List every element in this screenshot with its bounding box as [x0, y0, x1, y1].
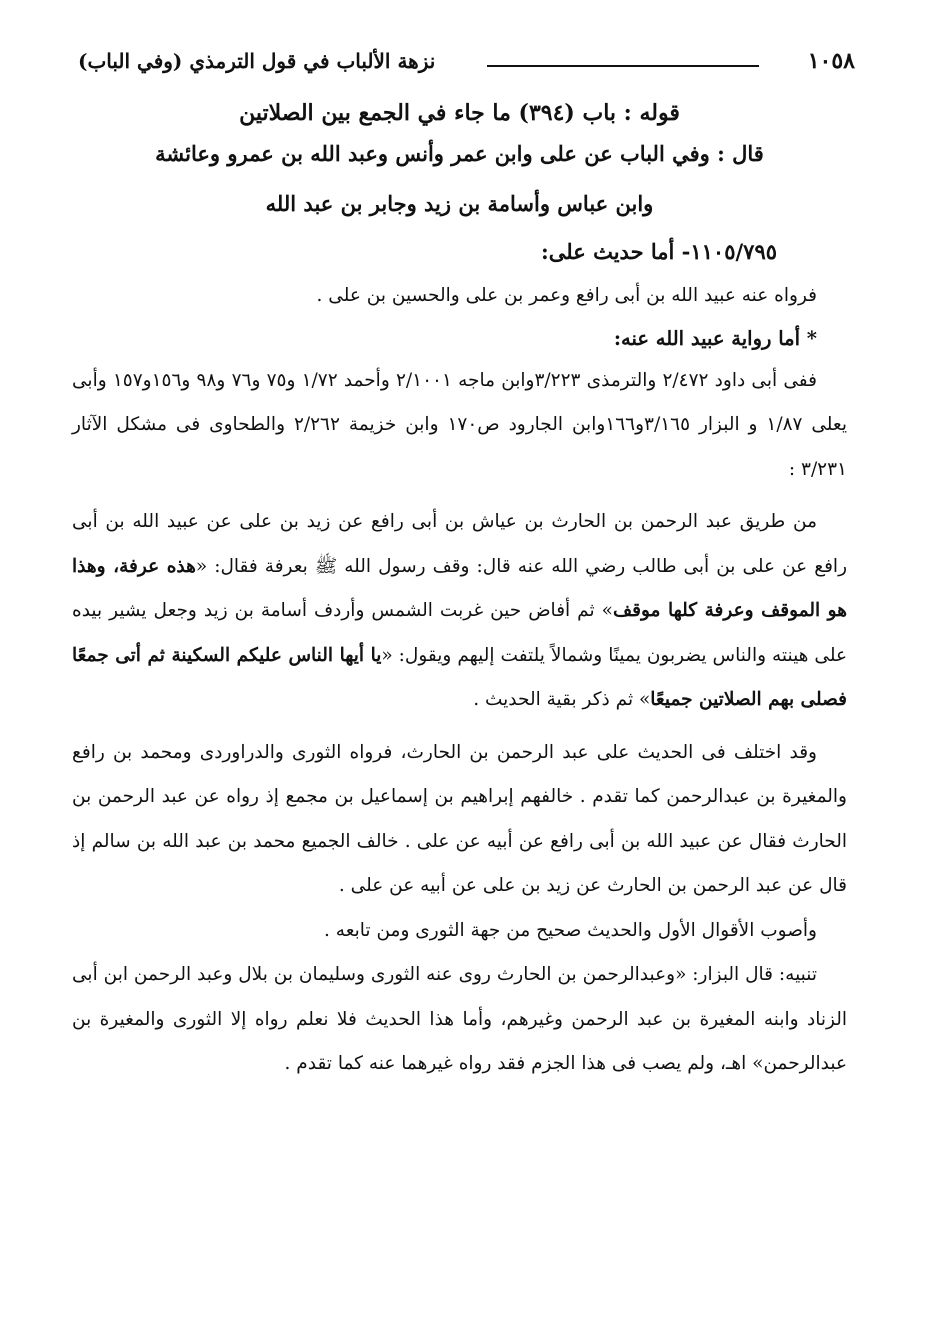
- note-paragraph: تنبيه: قال البزار: «وعبدالرحمن بن الحارث روى عنه الثورى وسليمان بن بلال وعبد الرحمن ابن أبى الزناد وابنه المغيرة بن عبد الرحمن وغيرهم، وأما هذا الحديث فلا نعلم رواه إلا الثورى والمغيرة بن عبدالرحمن» اهـ، ولم يصب فى هذا الجزم فقد رواه غيرهما عنه كما تقدم .: [72, 964, 847, 1074]
- hadith-text-part-2: » ثم أفاض حين غربت الشمس وأردف أسامة بن زيد وجعل يشير بيده على هينته والناس يضربون يمينًا وشمالاً يلتفت إليهم ويقول: «: [72, 600, 848, 666]
- chapter-line-1: قال : وفي الباب عن على وابن عمر وأنس وعبد الله بن عمرو وعائشة: [155, 141, 764, 166]
- hadith-text-part-1: من طريق عبد الرحمن بن الحارث بن عياش بن أبى رافع عن زيد بن على عن عبيد الله بن أبى رافع عن على بن أبى طالب رضي الله عنه قال: وقف رسول الله ﷺ بعرفة فقال: «: [72, 511, 848, 577]
- chapter-line-2: وابن عباس وأسامة بن زيد وجابر بن عبد الله: [265, 191, 654, 216]
- page-number: ١٠٥٨: [807, 48, 855, 74]
- hadith-number-title: ١١٠٥/٧٩٥- أما حديث على:: [541, 239, 777, 264]
- hadith-quote-2: يا أيها الناس عليكم السكينة ثم أتى جمعًا فصلى بهم الصلاتين جميعًا: [72, 644, 847, 710]
- hadith-text-paragraph: [72, 500, 847, 723]
- page-header: [72, 38, 855, 82]
- running-title: نزهة الألباب في قول الترمذي (وفي الباب): [78, 49, 436, 73]
- chapter-heading: قوله : باب (٣٩٤) ما جاء في الجمع بين الصلاتين: [239, 100, 680, 126]
- header-divider: [487, 65, 759, 67]
- hadith-text-part-3: » ثم ذكر بقية الحديث .: [473, 689, 651, 710]
- correct-opinion-paragraph: وأصوب الأقوال الأول والحديث صحيح من جهة الثورى ومن تابعه .: [324, 919, 817, 941]
- narration-subheading: * أما رواية عبيد الله عنه:: [613, 326, 817, 350]
- sources-paragraph: ففى أبى داود ٢/٤٧٢ والترمذى ٣/٢٢٣وابن ماجه ٢/١٠٠١ وأحمد ١/٧٢ و٧٥ و٧٦ و٩٨ و١٥٦و١٥٧ وأبى يعلى ١/٨٧ و البزار ٣/١٦٥و١٦٦وابن الجارود ص١٧٠ وابن خزيمة ٢/٢٦٢ والطحاوى فى مشكل الآثار ٣/٢٣١ :: [72, 369, 848, 480]
- narrators-paragraph: فرواه عنه عبيد الله بن أبى رافع وعمر بن على والحسين بن على .: [316, 285, 817, 306]
- disagreement-paragraph: وقد اختلف فى الحديث على عبد الرحمن بن الحارث، فرواه الثورى والدراوردى ومحمد بن رافع والمغيرة بن عبدالرحمن كما تقدم . خالفهم إبراهيم بن إسماعيل بن مجمع إذ رواه عن عبد الرحمن بن الحارث فقال عن عبيد الله بن أبى رافع عن أبيه عن على . خالف الجميع محمد بن عبد الله بن سالم إذ قال عن عبد الرحمن بن الحارث عن زيد بن على عن أبيه عن على .: [72, 741, 847, 896]
- hadith-quote-1: هذه عرفة، وهذا هو الموقف وعرفة كلها موقف: [72, 555, 847, 621]
